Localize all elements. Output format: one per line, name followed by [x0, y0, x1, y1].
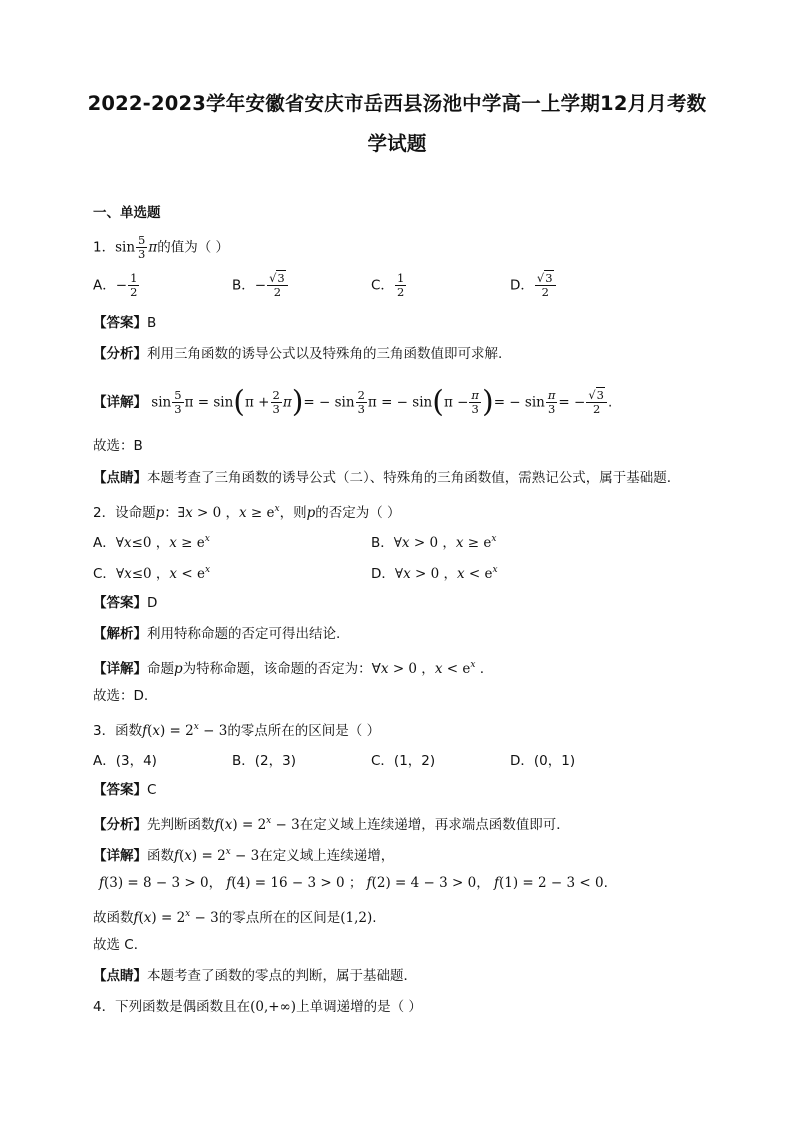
question-3-detail-3: 故函数$f(x) = 2^x - 3$的零点所在的区间是(1,2). — [93, 909, 377, 926]
section-heading-single-choice: 一、单选题 — [93, 205, 161, 221]
question-1-comment: 【点睛】本题考查了三角函数的诱导公式（二）、特殊角的三角函数值，需熟记公式，属于基础题. — [93, 470, 672, 486]
question-2-detail: 【详解】命题p为特称命题，该命题的否定为：∀x > 0 ，$x < e^x$ . — [93, 660, 484, 677]
question-2-answer: 【答案】D — [93, 595, 158, 611]
question-4-stem: 4．下列函数是偶函数且在(0,+∞)上单调递增的是（ ） — [93, 999, 422, 1015]
title-line-2: 学试题 — [367, 132, 427, 155]
question-2-option-c: C．∀x≤0 ，$x < e^x$ — [93, 565, 211, 582]
question-2-stem: 2．设命题p：∃x > 0 ，$x \ge e^x$，则p的否定为（ ） — [93, 504, 401, 521]
fraction: $\frac{1}{2}$ — [396, 271, 405, 299]
question-2-option-b: B．∀x > 0 ，$x \ge e^x$ — [371, 534, 497, 551]
question-3-answer: 【答案】C — [93, 782, 157, 798]
question-2-analysis: 【解析】利用特称命题的否定可得出结论. — [93, 626, 341, 642]
question-3-analysis: 【分析】先判断函数$f(x) = 2^x - 3$在定义域上连续递增，再求端点函数值即可． — [93, 816, 570, 833]
question-3-option-d: D．(0，1) — [510, 753, 576, 769]
question-3-option-b: B．(2，3) — [232, 753, 296, 769]
question-3-detail-2: f(3) = 8 − 3 > 0， f(4) = 16 − 3 > 0 ； f(2) = 4 − 3 > 0， f(1) = 2 − 3 < 0. — [99, 875, 608, 891]
question-3-option-a: A．(3，4) — [93, 753, 157, 769]
question-3-option-c: C．(1，2) — [371, 753, 436, 769]
question-2-choose: 故选：D. — [93, 688, 149, 704]
question-3-choose: 故选 C． — [93, 937, 148, 953]
question-1-stem: 1．sin $\frac{5}{3}$ π的值为（ ） — [93, 233, 230, 261]
question-2-option-d: D．∀x > 0 ，$x < e^x$ — [371, 565, 498, 582]
question-1-option-a: A．− $\frac{1}{2}$ — [93, 271, 138, 299]
fraction: $\frac{√3}{2}$ — [267, 272, 288, 299]
question-1-answer: 【答案】B — [93, 315, 157, 331]
question-1-option-d: D． $\frac{√3}{2}$ — [510, 272, 557, 299]
question-1-option-b: B．− $\frac{√3}{2}$ — [232, 272, 289, 299]
fraction: $\frac{1}{2}$ — [130, 271, 138, 299]
question-1-choose: 故选：B — [93, 438, 143, 454]
question-1-option-c: C． $\frac{1}{2}$ — [371, 271, 405, 299]
fraction: $\frac{5}{3}$ — [138, 233, 146, 261]
question-3-comment: 【点睛】本题考查了函数的零点的判断，属于基础题． — [93, 968, 417, 984]
question-1-detail: 【详解】 sin $\frac{5}{3}$ π = sin(π + $\frac{2}{3}$ π)= − sin $\frac{2}{3}$ π = − sin(π − $\frac{\pi}{3}$ )= − sin $\frac{\pi}{3}$ = − $\frac{√3}{2}$ . — [93, 384, 613, 420]
question-1-analysis: 【分析】利用三角函数的诱导公式以及特殊角的三角函数值即可求解. — [93, 346, 503, 362]
question-3-stem: 3．函数$f(x) = 2^x - 3$的零点所在的区间是（ ） — [93, 722, 381, 739]
fraction: $\frac{√3}{2}$ — [535, 272, 556, 299]
question-3-detail-1: 【详解】函数$f(x) = 2^x - 3$在定义域上连续递增， — [93, 847, 395, 864]
question-2-option-a: A．∀x≤0 ，$x \ge e^x$ — [93, 534, 210, 551]
title-line-1: 2022-2023学年安徽省安庆市岳西县汤池中学高一上学期12月月考数 — [87, 92, 707, 115]
